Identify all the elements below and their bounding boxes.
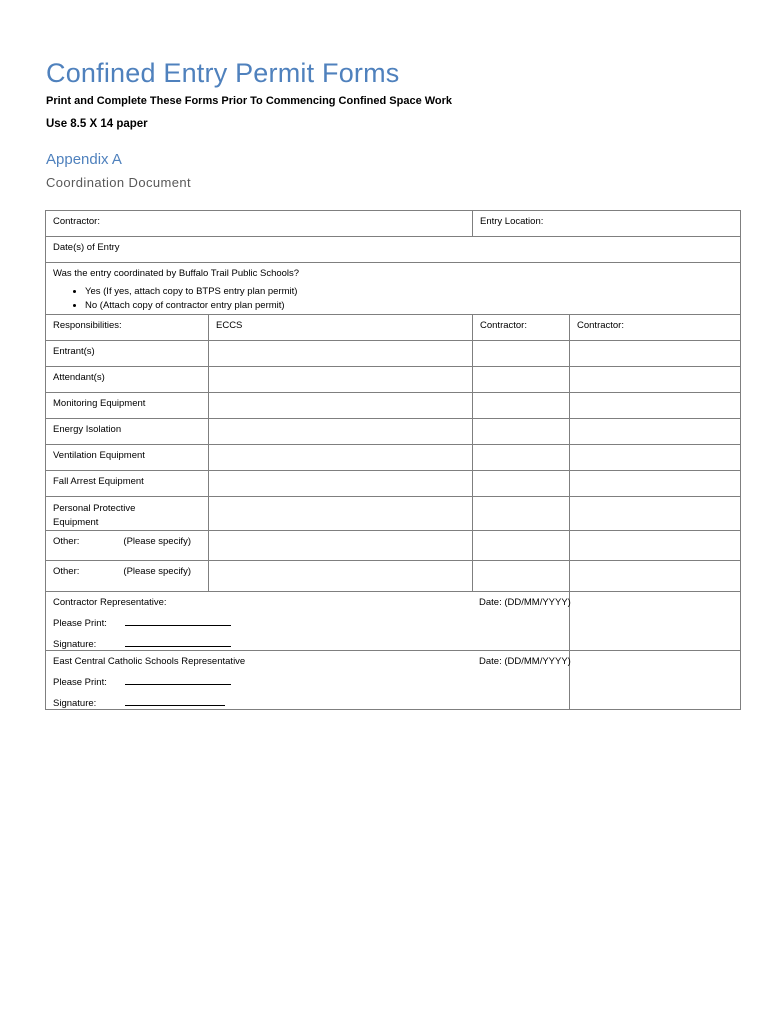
contractor-cell[interactable]: [570, 497, 741, 531]
option-yes[interactable]: • Yes (If yes, attach copy to BTPS entry plan permit): [85, 286, 733, 298]
eccs-cell[interactable]: [209, 561, 473, 592]
row-label: Entrant(s): [46, 341, 209, 367]
eccs-cell[interactable]: [209, 393, 473, 419]
column-header-responsibilities: Responsibilities:: [46, 315, 209, 341]
print-name-line[interactable]: [125, 675, 231, 685]
contractor-cell[interactable]: [570, 471, 741, 497]
contractor-rep-label: Contractor Representative:: [53, 597, 167, 608]
table-row: [46, 651, 741, 710]
options-list: [53, 286, 733, 312]
table-row: [46, 471, 741, 497]
dates-of-entry-field[interactable]: [46, 237, 741, 263]
table-row: [46, 237, 741, 263]
contractor-cell[interactable]: [473, 367, 570, 393]
paper-size-note: Use 8.5 X 14 paper: [46, 118, 148, 130]
row-label: Ventilation Equipment: [46, 445, 209, 471]
table-row: [46, 393, 741, 419]
contractor-cell[interactable]: [570, 445, 741, 471]
coordination-form-table: [45, 210, 741, 710]
signature-line[interactable]: [125, 696, 225, 706]
date-label: Date: (DD/MM/YYYY): [479, 656, 571, 667]
eccs-cell[interactable]: [209, 497, 473, 531]
table-header-row: [46, 315, 741, 341]
entry-location-field[interactable]: [473, 211, 741, 237]
table-row: [46, 445, 741, 471]
contractor-label: Contractor:: [53, 216, 100, 227]
table-row: [46, 419, 741, 445]
signature-label: Signature:: [53, 698, 97, 709]
entry-location-label: Entry Location:: [480, 216, 544, 227]
contractor-cell[interactable]: [570, 419, 741, 445]
ppe-label: Personal Protective Equipment: [53, 503, 136, 528]
row-label: [46, 497, 209, 531]
column-header-contractor-1: Contractor:: [473, 315, 570, 341]
table-row: [46, 561, 741, 592]
table-row: [46, 531, 741, 561]
eccs-cell[interactable]: [209, 419, 473, 445]
other-label: Other:: [53, 566, 80, 577]
contractor-cell[interactable]: [473, 445, 570, 471]
print-name-line[interactable]: [125, 616, 231, 626]
please-specify-label: (Please specify): [123, 566, 191, 577]
signature-label: Signature:: [53, 639, 97, 650]
print-name-label: Please Print:: [53, 677, 107, 688]
eccs-cell[interactable]: [209, 341, 473, 367]
signature-line[interactable]: [125, 637, 231, 647]
contractor-cell[interactable]: [570, 393, 741, 419]
table-row: [46, 497, 741, 531]
contractor-cell[interactable]: [473, 419, 570, 445]
contractor-cell[interactable]: [473, 561, 570, 592]
table-row: [46, 592, 741, 651]
other-row-label: [46, 531, 209, 561]
date-label: Date: (DD/MM/YYYY): [479, 597, 571, 608]
contractor-cell[interactable]: [473, 497, 570, 531]
column-header-eccs: ECCS: [209, 315, 473, 341]
column-header-contractor-2: Contractor:: [570, 315, 741, 341]
row-label: Energy Isolation: [46, 419, 209, 445]
instructions-text: Print and Complete These Forms Prior To Commencing Confined Space Work: [46, 95, 453, 107]
print-name-label: Please Print:: [53, 618, 107, 629]
other-row-label: [46, 561, 209, 592]
page-title: Confined Entry Permit Forms: [46, 58, 400, 88]
section-heading: Coordination Document: [46, 175, 191, 190]
contractor-cell[interactable]: [570, 531, 741, 561]
contractor-cell[interactable]: [570, 367, 741, 393]
appendix-heading: Appendix A: [46, 151, 122, 168]
contractor-cell[interactable]: [473, 531, 570, 561]
table-row: [46, 341, 741, 367]
eccs-cell[interactable]: [209, 531, 473, 561]
row-label: Fall Arrest Equipment: [46, 471, 209, 497]
table-row: [46, 211, 741, 237]
table-row: [46, 263, 741, 315]
eccs-cell[interactable]: [209, 471, 473, 497]
row-label: Attendant(s): [46, 367, 209, 393]
coordination-question-cell: [46, 263, 741, 315]
table-row: [46, 367, 741, 393]
eccs-cell[interactable]: [209, 367, 473, 393]
other-label: Other:: [53, 536, 80, 547]
option-no[interactable]: • No (Attach copy of contractor entry plan permit): [85, 300, 733, 312]
contractor-cell[interactable]: [473, 341, 570, 367]
contractor-cell[interactable]: [570, 561, 741, 592]
contractor-cell[interactable]: [473, 393, 570, 419]
coordination-question: Was the entry coordinated by Buffalo Trail Public Schools?: [53, 268, 300, 279]
contractor-cell[interactable]: [473, 471, 570, 497]
please-specify-label: (Please specify): [123, 536, 191, 547]
contractor-rep-date-cell[interactable]: [479, 592, 741, 651]
contractor-field[interactable]: [46, 211, 473, 237]
row-label: Monitoring Equipment: [46, 393, 209, 419]
eccs-rep-label: East Central Catholic Schools Representative: [53, 656, 246, 667]
eccs-cell[interactable]: [209, 445, 473, 471]
eccs-rep-date-cell[interactable]: [479, 651, 741, 710]
contractor-cell[interactable]: [570, 341, 741, 367]
dates-of-entry-label: Date(s) of Entry: [53, 242, 120, 253]
